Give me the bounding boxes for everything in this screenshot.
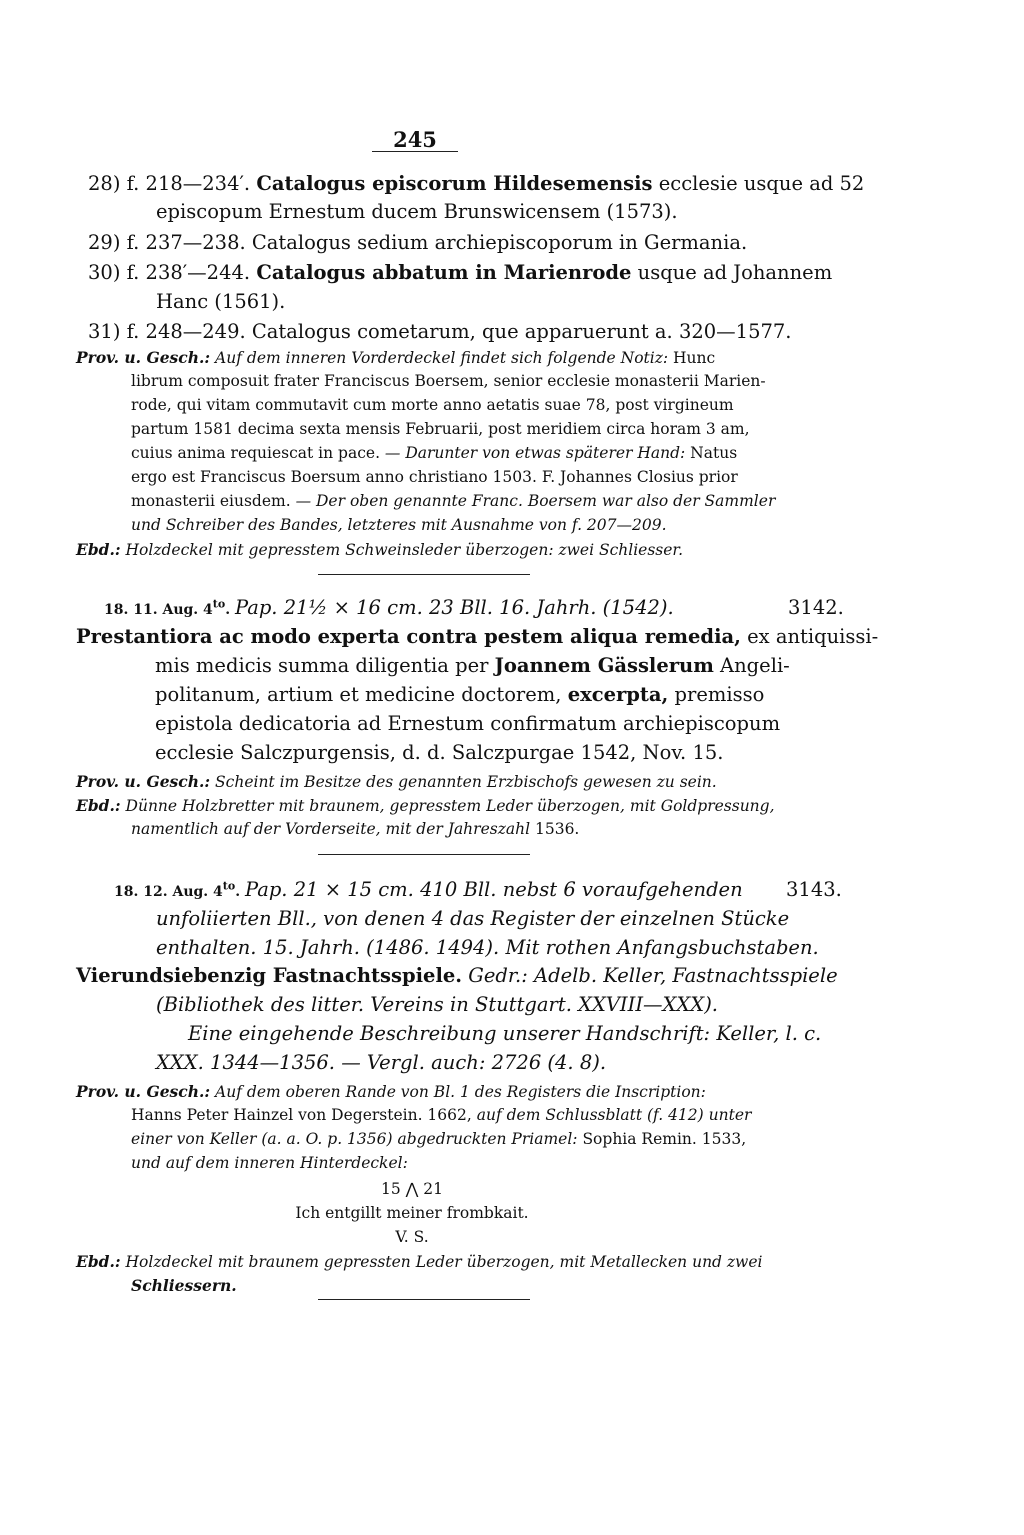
divider-3 bbox=[318, 1299, 530, 1300]
provenance-3-line-3: einer von Keller (a. a. O. p. 1356) abgedruckten Priamel: Sophia Remin. 1533, bbox=[131, 1130, 747, 1148]
binding-2-line-1: Ebd.: Dünne Holzbretter mit braunem, gepresstem Leder überzogen, mit Goldpressung, bbox=[76, 796, 775, 815]
entry-3142-line-5: ecclesie Salczpurgensis, d. d. Salczpurgae 1542, Nov. 15. bbox=[155, 741, 724, 764]
provenance-1-line-7: monasterii eiusdem. — Der oben genannte Franc. Boersem war also der Sammler bbox=[131, 492, 776, 510]
provenance-1-line-2: librum composuit frater Franciscus Boersem, senior ecclesie monasterii Marien- bbox=[131, 372, 766, 390]
entry-28-line-2: episcopum Ernestum ducem Brunswicensem (1573). bbox=[156, 200, 678, 223]
binding-label: Ebd.: bbox=[76, 540, 121, 559]
entry-30-folio: 30) f. 238′—244. bbox=[88, 261, 257, 284]
entry-3143-header: 18. 12. Aug. $4^{to}$. Pap. 21 × 15 cm. 410 Bll. nebst 6 voraufgehenden bbox=[114, 878, 743, 901]
binding-3-line-1: Ebd.: Holzdeckel mit braunem gepressten Leder überzogen, mit Metallecken und zwei bbox=[76, 1252, 763, 1271]
page-number: 245 bbox=[393, 127, 437, 152]
provenance-1-line-3: rode, qui vitam commutavit cum morte anno aetatis suae 78, post virgineum bbox=[131, 396, 734, 414]
entry-3143-line-5: (Bibliothek des litter. Vereins in Stuttgart. XXVIII—XXX). bbox=[156, 993, 718, 1016]
entry-3142-line-4: epistola dedicatoria ad Ernestum confirmatum archiepiscopum bbox=[155, 712, 781, 735]
entry-29: 29) f. 237—238. Catalogus sedium archiepiscoporum in Germania. bbox=[88, 231, 748, 254]
provenance-1-line-5: cuius anima requiescat in pace. — Darunter von etwas späterer Hand: Natus bbox=[131, 444, 738, 462]
entry-3143-line-7: XXX. 1344—1356. — Vergl. auch: 2726 (4. 8). bbox=[156, 1051, 607, 1074]
entry-28-folio: 28) f. 218—234′. bbox=[88, 172, 257, 195]
divider-1 bbox=[318, 574, 530, 575]
entry-number-3142: 3142. bbox=[788, 596, 844, 619]
provenance-3-line-1: Prov. u. Gesch.: Auf dem oberen Rande von Bl. 1 des Registers die Inscription: bbox=[76, 1082, 706, 1101]
entry-30-line-1 bbox=[88, 261, 832, 284]
inscription-line-3: V. S. bbox=[395, 1228, 429, 1246]
entry-3143-line-6: Eine eingehende Beschreibung unserer Handschrift: Keller, l. c. bbox=[188, 1022, 822, 1045]
entry-28-title: Catalogus episcorum Hildesemensis bbox=[256, 172, 653, 195]
entry-30-title: Catalogus abbatum in Marienrode bbox=[256, 261, 632, 284]
entry-3142-line-2: mis medicis summa diligentia per Joannem Gässlerum Angeli- bbox=[155, 654, 790, 677]
provenance-1-line-4: partum 1581 decima sexta mensis Februarii, post meridiem circa horam 3 am, bbox=[131, 420, 750, 438]
entry-3142-line-3: politanum, artium et medicine doctorem, excerpta, premisso bbox=[155, 683, 765, 706]
provenance-3-line-4: und auf dem inneren Hinterdeckel: bbox=[131, 1154, 408, 1172]
page-number-rule bbox=[372, 151, 458, 152]
entry-3142-header: 18. 11. Aug. $4^{to}$. Pap. 21½ × 16 cm. 23 Bll. 16. Jahrh. (1542). bbox=[104, 596, 674, 619]
entry-number-3143: 3143. bbox=[786, 878, 842, 901]
entry-30-rest: usque ad Johannem bbox=[631, 261, 833, 284]
inscription-line-1: 15 ⋀ 21 bbox=[380, 1180, 443, 1198]
binding-3-line-2: Schliessern. bbox=[131, 1276, 237, 1295]
binding-2-line-2: namentlich auf der Vorderseite, mit der Jahreszahl 1536. bbox=[131, 820, 580, 838]
provenance-1-line-8: und Schreiber des Bandes, letzteres mit Ausnahme von f. 207—209. bbox=[131, 516, 667, 534]
entry-3143-line-2: unfoliierten Bll., von denen 4 das Register der einzelnen Stücke bbox=[156, 907, 790, 930]
provenance-2: Prov. u. Gesch.: Scheint im Besitze des genannten Erzbischofs gewesen zu sein. bbox=[76, 772, 717, 791]
entry-30-line-2: Hanc (1561). bbox=[156, 290, 286, 313]
entry-28-rest: ecclesie usque ad 52 bbox=[652, 172, 865, 195]
entry-3143-line-4: Vierundsiebenzig Fastnachtsspiele. Gedr.: Adelb. Keller, Fastnachtsspiele bbox=[76, 964, 838, 987]
provenance-1-line-1: Prov. u. Gesch.: Auf dem inneren Vorderdeckel findet sich folgende Notiz: Hunc bbox=[76, 348, 716, 367]
inscription-line-2: Ich entgillt meiner frombkait. bbox=[295, 1204, 529, 1222]
entry-3143-line-3: enthalten. 15. Jahrh. (1486. 1494). Mit rothen Anfangsbuchstaben. bbox=[156, 936, 819, 959]
provenance-3-line-2: Hanns Peter Hainzel von Degerstein. 1662, auf dem Schlussblatt (f. 412) unter bbox=[131, 1106, 752, 1124]
provenance-label: Prov. u. Gesch.: bbox=[76, 348, 211, 367]
entry-31: 31) f. 248—249. Catalogus cometarum, que apparuerunt a. 320—1577. bbox=[88, 320, 792, 343]
provenance-1-line-6: ergo est Franciscus Boersum anno christiano 1503. F. Johannes Closius prior bbox=[131, 468, 738, 486]
entry-3142-line-1: Prestantiora ac modo experta contra pestem aliqua remedia, ex antiquissi- bbox=[76, 625, 879, 648]
divider-2 bbox=[318, 854, 530, 855]
binding-1: Ebd.: Holzdeckel mit gepresstem Schweinsleder überzogen: zwei Schliesser. bbox=[76, 540, 684, 559]
entry-28-line-1 bbox=[88, 172, 864, 195]
